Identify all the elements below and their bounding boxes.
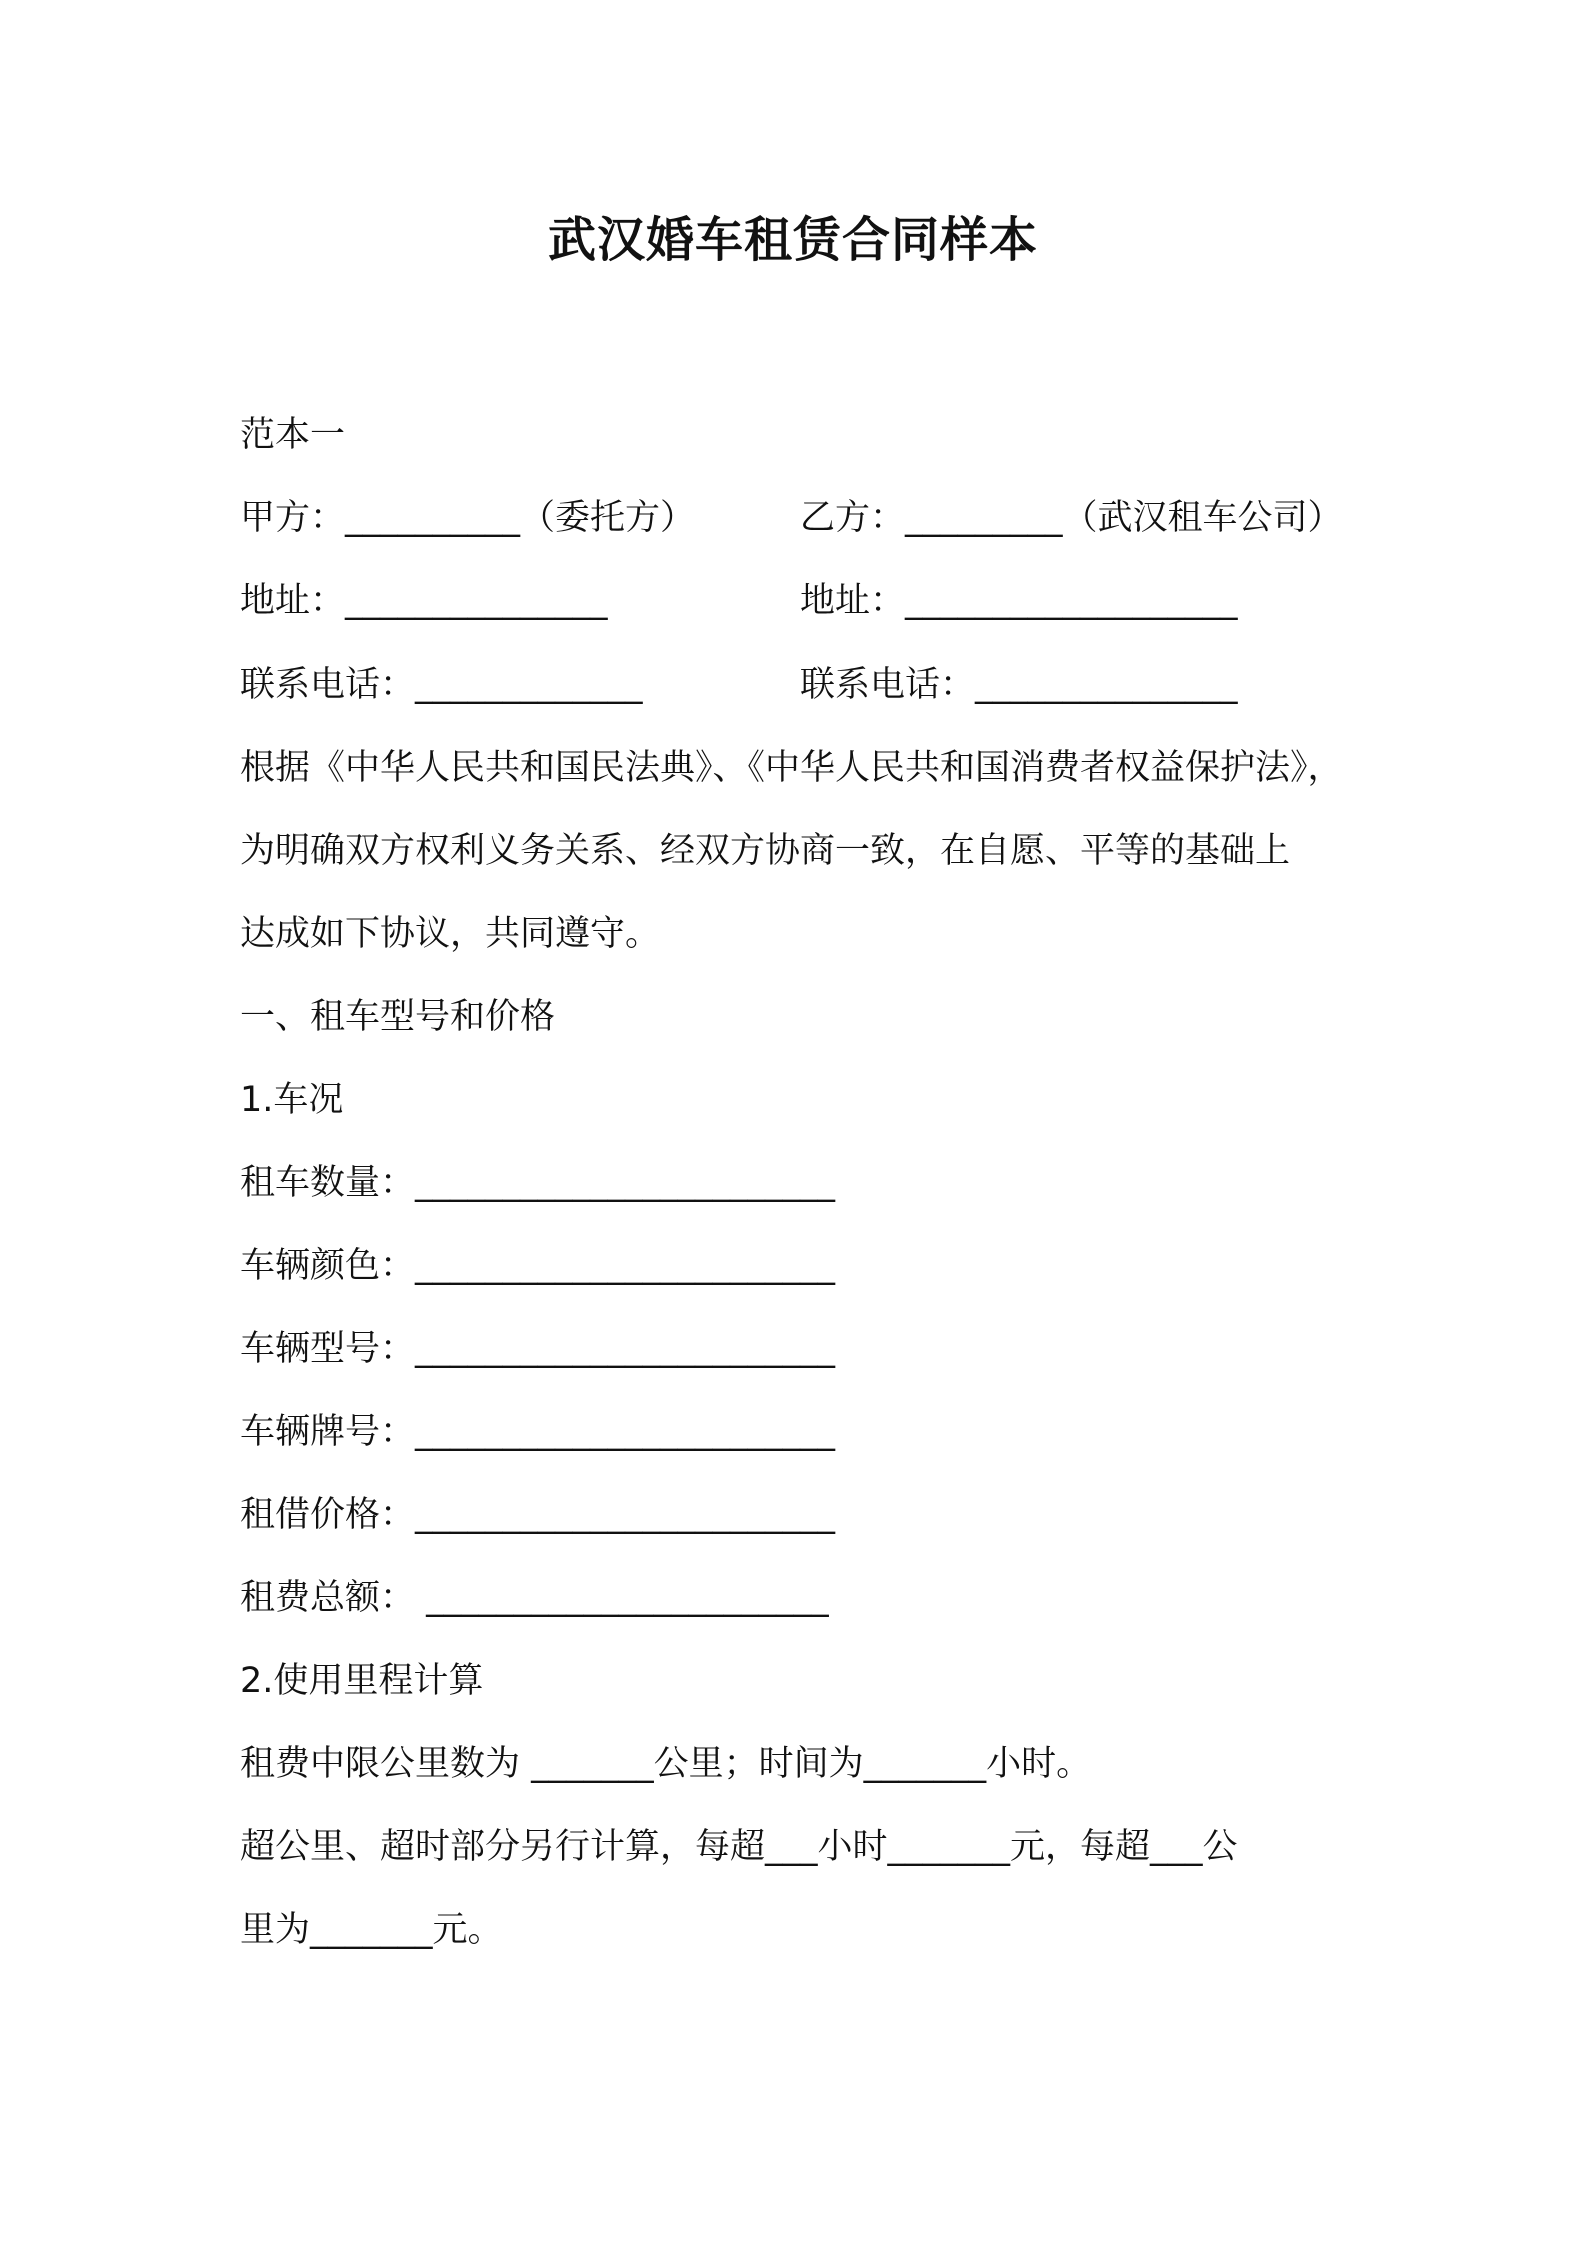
preamble-line-2: 为明确双方权利义务关系、经双方协商一致，在自愿、平等的基础上: [240, 831, 1291, 871]
sample-label: 范本一: [240, 415, 346, 455]
party-a-address-line: 地址：_______________: [240, 581, 608, 621]
party-a-name-line: 甲方：__________（委托方）: [240, 498, 696, 538]
party-b-name-line: 乙方：_________（武汉租车公司）: [800, 498, 1343, 538]
vehicle-color-field: 车辆颜色：________________________: [240, 1246, 836, 1286]
mileage-line-1: 租费中限公里数为 _______公里；时间为_______小时。: [240, 1744, 1092, 1784]
vehicle-plate-field: 车辆牌号：________________________: [240, 1412, 836, 1452]
preamble-line-1: 根据《中华人民共和国民法典》、《中华人民共和国消费者权益保护法》，: [240, 748, 1343, 788]
document-title: 武汉婚车租赁合同样本: [547, 212, 1038, 268]
subsection-1-heading: 1.车况: [240, 1080, 344, 1120]
mileage-line-3: 里为_______元。: [240, 1910, 503, 1950]
subsection-2-heading: 2.使用里程计算: [240, 1661, 484, 1701]
party-b-phone-line: 联系电话：_______________: [800, 665, 1238, 705]
rental-total-field: 租费总额： _______________________: [240, 1578, 829, 1618]
mileage-line-2: 超公里、超时部分另行计算，每超___小时_______元，每超___公: [240, 1827, 1238, 1867]
preamble-line-3: 达成如下协议，共同遵守。: [240, 914, 661, 954]
party-a-phone-line: 联系电话：_____________: [240, 665, 643, 705]
vehicle-model-field: 车辆型号：________________________: [240, 1329, 836, 1369]
rental-price-field: 租借价格：________________________: [240, 1495, 836, 1535]
vehicle-count-field: 租车数量：________________________: [240, 1163, 836, 1203]
party-b-address-line: 地址：___________________: [800, 581, 1238, 621]
section-1-heading: 一、租车型号和价格: [240, 997, 556, 1037]
